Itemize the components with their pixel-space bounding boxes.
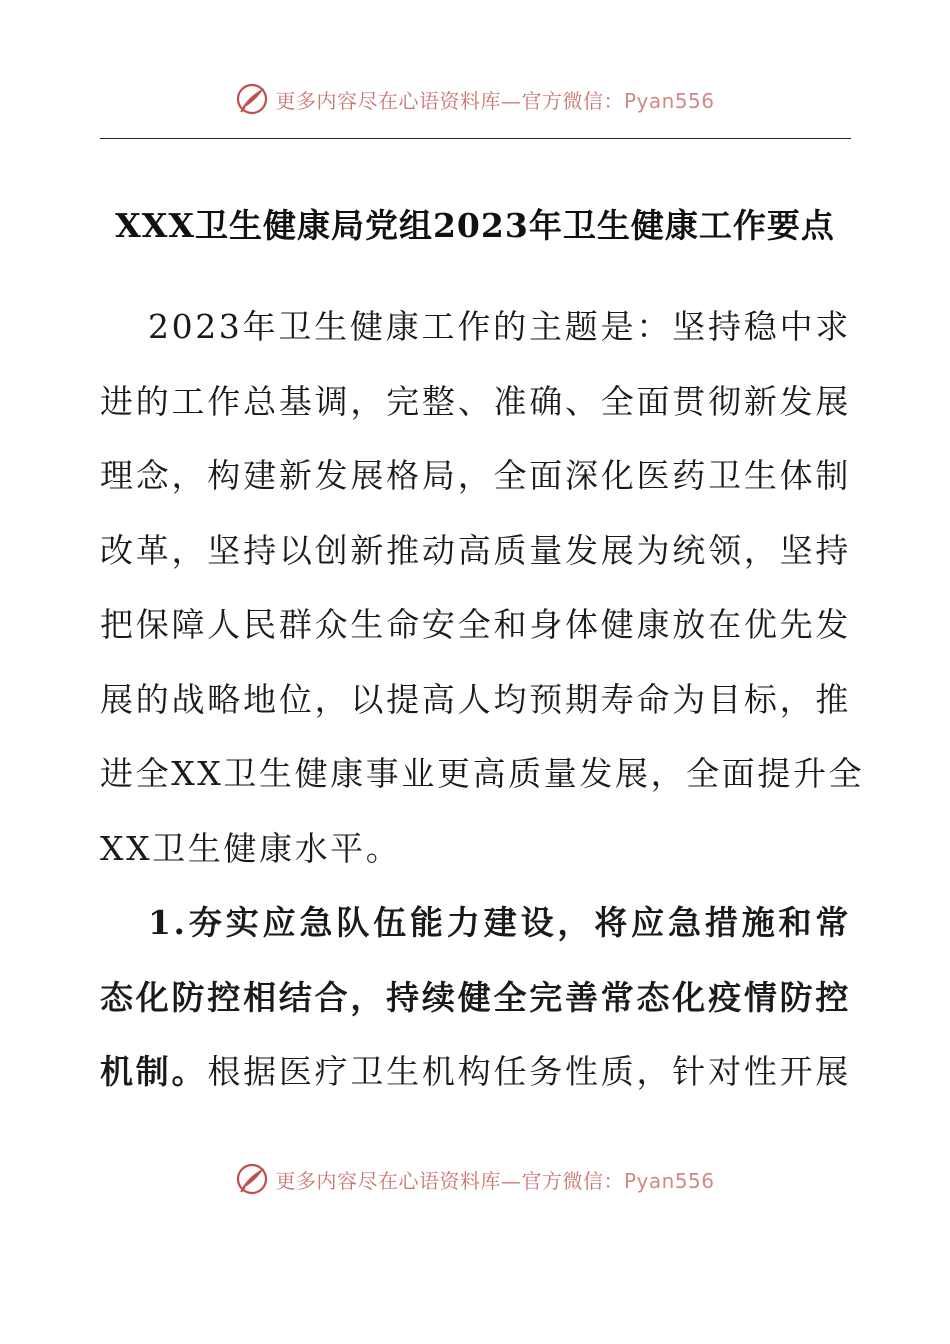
paragraph1-line: 进全XX卫生健康事业更高质量发展，全面提升全 bbox=[100, 754, 865, 793]
section1-heading-line: 态化防控相结合，持续健全完善常态化疫情防控 bbox=[100, 977, 851, 1017]
section1-heading-line: 1.夯实应急队伍能力建设，将应急措施和常 bbox=[148, 903, 851, 942]
banner-dash: — bbox=[500, 1168, 522, 1193]
paragraph1-line: XX卫生健康水平。 bbox=[100, 828, 402, 868]
quill-logo-icon bbox=[235, 1162, 269, 1196]
banner-dash: — bbox=[500, 88, 522, 113]
header-banner-text bbox=[275, 85, 714, 114]
paragraph1-line: 改革，坚持以创新推动高质量发展为统领，坚持 bbox=[100, 530, 851, 570]
document-title: XXX卫生健康局党组2023年卫生健康工作要点 bbox=[115, 206, 835, 245]
section1-body-start: 根据医疗卫生机构任务性质，针对性开展 bbox=[207, 1052, 851, 1091]
paragraph1-line: 2023年卫生健康工作的主题是：坚持稳中求 bbox=[148, 307, 851, 346]
quill-logo-icon bbox=[235, 82, 269, 116]
header-divider bbox=[100, 138, 851, 139]
section1-mixed-line bbox=[100, 1035, 851, 1110]
banner-account: Pyan556 bbox=[623, 88, 715, 113]
paragraph1-line: 把保障人民群众生命安全和身体健康放在优先发 bbox=[100, 605, 851, 644]
banner-main: 更多内容尽在心语资料库 bbox=[275, 1168, 501, 1193]
banner-wechat: 官方微信： bbox=[521, 88, 624, 113]
section1-heading-tail: 机制。 bbox=[100, 1052, 208, 1091]
banner-main: 更多内容尽在心语资料库 bbox=[275, 88, 501, 113]
banner-wechat: 官方微信： bbox=[521, 1168, 624, 1193]
banner-account: Pyan556 bbox=[623, 1168, 715, 1193]
footer-banner bbox=[0, 1162, 950, 1196]
header-banner bbox=[0, 82, 950, 116]
document-body bbox=[100, 290, 865, 1110]
paragraph1-line: 理念，构建新发展格局，全面深化医药卫生体制 bbox=[100, 456, 851, 495]
footer-banner-text bbox=[275, 1165, 714, 1194]
paragraph1-line: 展的战略地位，以提高人均预期寿命为目标，推 bbox=[100, 679, 851, 719]
paragraph1-line: 进的工作总基调，完整、准确、全面贯彻新发展 bbox=[100, 381, 851, 421]
